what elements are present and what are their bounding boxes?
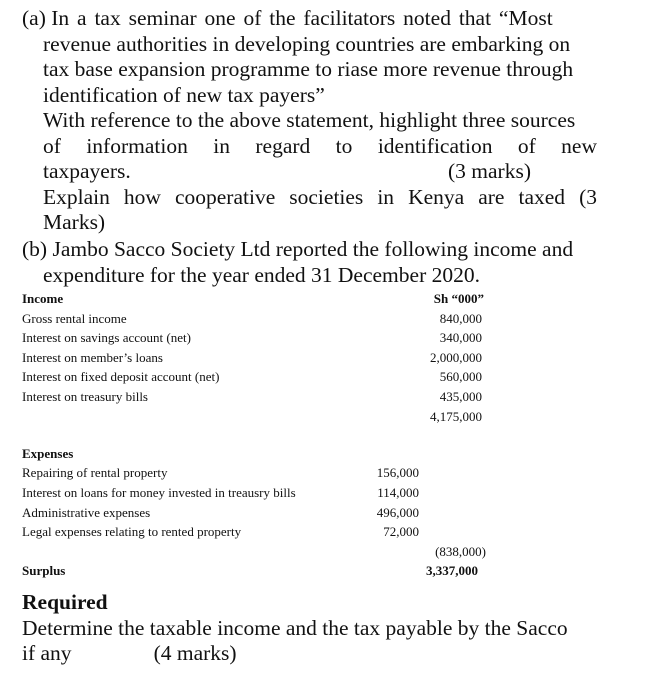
expense-item-amount: 156,000 [376, 465, 419, 481]
income-item-amount: 340,000 [439, 330, 482, 346]
question-a-part1-line: of information in regard to identification of new [43, 133, 597, 158]
expense-item-amount: 114,000 [377, 484, 419, 500]
question-a-statement-line: tax base expansion programme to riase more revenue through [43, 57, 574, 81]
table-row [22, 522, 482, 542]
currency-heading: Sh “000” [433, 291, 484, 306]
expense-item-label: Administrative expenses [22, 504, 151, 520]
table-row [22, 483, 482, 503]
income-item-label: Interest on member’s loans [22, 349, 163, 365]
income-total-row [22, 407, 482, 427]
expenses-header-row [22, 444, 482, 464]
required-line: Determine the taxable income and the tax payable by the Sacco [22, 615, 568, 640]
expense-item-label: Legal expenses relating to rented property [22, 524, 242, 540]
question-a-part2-line: Marks) [43, 210, 106, 234]
income-item-label: Interest on savings account (net) [22, 330, 191, 346]
question-a-part1-line: With reference to the above statement, highlight three sources [43, 108, 576, 132]
required-marks: (4 marks) [153, 641, 237, 665]
income-item-amount: 2,000,000 [430, 349, 482, 365]
question-a-statement-line: revenue authorities in developing countries are embarking on [43, 31, 571, 56]
income-item-amount: 435,000 [439, 388, 482, 404]
table-row [22, 503, 482, 523]
expenses-total-row [22, 542, 486, 562]
expense-item-amount: 72,000 [383, 524, 419, 540]
table-row [22, 328, 482, 348]
expenses-total: (838,000) [435, 543, 486, 559]
surplus-label: Surplus [22, 563, 66, 579]
income-item-label: Gross rental income [22, 310, 127, 326]
income-total: 4,175,000 [430, 408, 482, 424]
question-a-statement-line: identification of new tax payers” [43, 82, 325, 107]
table-header-row [22, 289, 482, 309]
table-row [22, 348, 482, 368]
income-item-label: Interest on treasury bills [22, 388, 148, 404]
income-item-amount: 840,000 [439, 310, 482, 326]
income-heading: Income [22, 291, 64, 306]
table-row [22, 367, 482, 387]
question-b-label: (b) [22, 237, 48, 261]
income-expenditure-statement [22, 289, 486, 581]
question-a-statement-line: In a tax seminar one of the facilitators noted that “Most [51, 6, 553, 30]
surplus-row [22, 561, 482, 581]
question-a [22, 6, 597, 236]
question-a-label: (a) [22, 6, 46, 30]
expense-item-label: Interest on loans for money invested in treausry bills [22, 484, 296, 500]
question-b-line: expenditure for the year ended 31 December 2020. [43, 262, 480, 287]
question-b [22, 237, 597, 288]
required-title: Required [22, 590, 108, 614]
expenses-heading: Expenses [22, 445, 74, 461]
question-a-part1-marks: (3 marks) [448, 159, 531, 183]
table-row [22, 387, 482, 407]
question-b-line: Jambo Sacco Society Ltd reported the following income and [52, 237, 574, 261]
question-a-part2-line: Explain how cooperative societies in Kenya are taxed (3 [43, 184, 597, 209]
question-a-part1-last: taxpayers. [43, 159, 131, 183]
required-section [22, 590, 597, 667]
table-row [22, 463, 482, 483]
surplus-amount: 3,337,000 [426, 563, 478, 579]
required-line2-text: if any [22, 641, 72, 665]
required-line-2 [22, 641, 597, 667]
table-row [22, 309, 482, 329]
income-item-label: Interest on fixed deposit account (net) [22, 369, 220, 385]
expense-item-amount: 496,000 [376, 504, 419, 520]
expense-item-label: Repairing of rental property [22, 465, 168, 481]
income-item-amount: 560,000 [439, 369, 482, 385]
